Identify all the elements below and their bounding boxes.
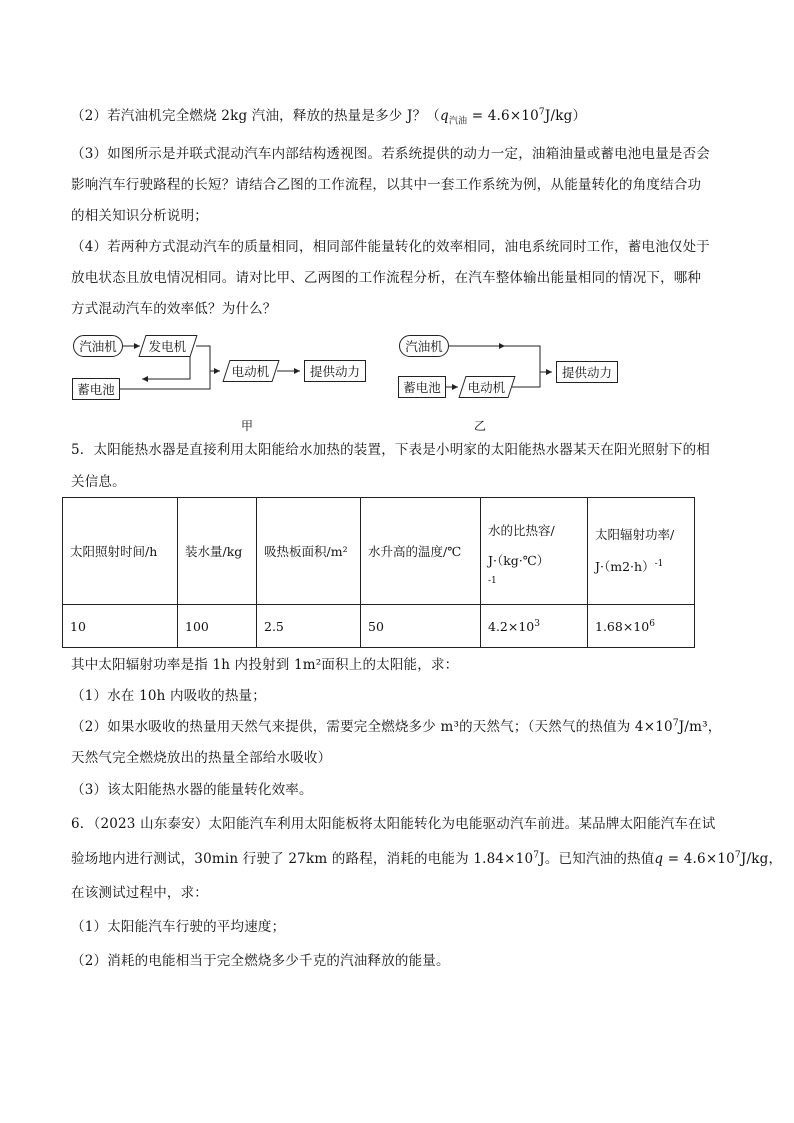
q6-line3: 在该测试过程中，求： (71, 885, 208, 901)
table-cell: 100 (178, 605, 257, 648)
q5-sub2-text: （2）如果水吸收的热量用天然气来提供，需要完全燃烧多少 m³的天然气；（天然气的热值为 4×10 (71, 719, 673, 735)
yi-output-node (556, 361, 618, 383)
yi-caption: 乙 (474, 419, 487, 433)
q6-line2 (71, 849, 782, 869)
table-header-cell (481, 498, 588, 605)
q5-sub2-line1 (71, 717, 721, 737)
yi-battery-label: 蓄电池 (403, 380, 441, 395)
yi-output-label: 提供动力 (561, 365, 612, 380)
header-text-line2: J·（kg·℃） (488, 553, 550, 568)
q4-part3-line3: 的相关知识分析说明； (71, 208, 208, 224)
q5-sub3: （3）该太阳能热水器的能量转化效率。 (71, 782, 313, 798)
q6-q-exp: 7 (734, 850, 741, 861)
q6-q-symbol: q (654, 851, 664, 867)
jia-battery-label: 蓄电池 (77, 382, 115, 397)
table-header-cell (361, 498, 481, 605)
q5-intro-line2: 关信息。 (71, 474, 126, 490)
yi-motor-label: 电动机 (467, 380, 506, 395)
q6-line1: 6．（2023 山东泰安）太阳能汽车利用太阳能板将太阳能转化为电能驱动汽车前进。某品牌太阳能汽车在试 (71, 816, 716, 832)
q-symbol: q (440, 108, 449, 124)
header-text-line3: -1 (488, 576, 497, 586)
table-cell: 50 (361, 605, 481, 648)
table-row (63, 605, 695, 648)
table-cell: 10 (63, 605, 178, 648)
jia-output-label: 提供动力 (309, 364, 360, 379)
q5-note: 其中太阳辐射功率是指 1h 内投射到 1m²面积上的太阳能，求： (71, 657, 459, 673)
header-text: 太阳辐射功率/ (595, 527, 675, 542)
header-text: 水升高的温度/℃ (368, 544, 462, 559)
q4-part4-line1: （4）若两种方式混动汽车的质量相同，相同部件能量转化的效率相同，油电系统同时工作，蓄电池仅处于 (71, 239, 710, 255)
q6-energy-exp: 7 (533, 850, 540, 861)
q-subscript: 汽油 (448, 116, 468, 127)
table-header-cell (257, 498, 361, 605)
table-header-cell (63, 498, 178, 605)
q6-q-value: = 4.6×10 (663, 851, 735, 867)
table-cell: 2.5 (257, 605, 361, 648)
yi-motor-node (458, 376, 515, 398)
q4-part4-line3: 方式混动汽车的效率低？为什么？ (71, 301, 277, 317)
cell-value: 4.2×10 (488, 618, 535, 634)
table-header-row (63, 498, 695, 605)
q5-sub2-exp: 7 (672, 718, 679, 729)
q4-part4-line2: 放电状态且放电情况相同。请对比甲、乙两图的工作流程分析，在汽车整体输出能量相同的情况下，哪种 (71, 270, 702, 286)
diagram-yi (0, 0, 794, 440)
q5-sub2-unit: J/m³， (678, 719, 722, 735)
table-header-cell (588, 498, 695, 605)
q-unit: J/kg (544, 108, 573, 124)
q5-sub2-line2: 天然气完全燃烧放出的热量全部给水吸收） (71, 750, 332, 766)
q-close: ） (572, 108, 587, 124)
q4-part2-text: （2）若汽油机完全燃烧 2kg 汽油，释放的热量是多少 J？（ (71, 108, 440, 124)
q-value: = 4.6×10 (467, 108, 539, 124)
header-sup: -1 (654, 558, 664, 569)
q6-q-unit: J/kg， (740, 851, 783, 867)
yi-engine-label: 汽油机 (405, 339, 443, 354)
q6-line2-text-b: J。已知汽油的热值 (539, 851, 655, 867)
cell-exp: 6 (649, 618, 655, 629)
header-text: 太阳照射时间/h (70, 544, 158, 559)
q-exponent: 7 (538, 107, 545, 118)
header-text: 装水量/kg (185, 544, 243, 559)
jia-generator-label: 发电机 (148, 339, 187, 354)
table-cell (588, 605, 695, 648)
jia-engine-label: 汽油机 (79, 339, 117, 354)
table-cell (481, 605, 588, 648)
solar-info-table (62, 497, 695, 648)
q5-sub1: （1）水在 10h 内吸收的热量； (71, 688, 266, 704)
q6-sub1: （1）太阳能汽车行驶的平均速度； (71, 919, 286, 935)
header-text: 水的比热容/ (488, 523, 555, 538)
cell-value: 1.68×10 (595, 618, 650, 634)
yi-battery-node (398, 376, 446, 398)
header-text: 吸热板面积/m² (264, 544, 348, 559)
diagram-yi-arrows (0, 0, 794, 440)
yi-engine-node (399, 335, 449, 357)
q4-part3-line1: （3）如图所示是并联式混动汽车内部结构透视图。若系统提供的动力一定，油箱油量或蓄电池电量是否会 (71, 146, 710, 162)
q6-line2-text: 验场地内进行测试，30min 行驶了 27km 的路程，消耗的电能为 1.84×10 (71, 851, 534, 867)
q6-sub2: （2）消耗的电能相当于完全燃烧多少千克的汽油释放的能量。 (71, 953, 450, 969)
jia-caption: 甲 (241, 419, 254, 433)
header-text-line2: J·（m2·h） (595, 559, 655, 574)
q5-intro-line1: 5．太阳能热水器是直接利用太阳能给水加热的装置，下表是小明家的太阳能热水器某天在阳光照射下的相 (71, 442, 710, 458)
jia-motor-label: 电动机 (231, 364, 270, 379)
table-header-cell (178, 498, 257, 605)
cell-exp: 3 (534, 618, 540, 629)
q4-part3-line2: 影响汽车行驶路程的长短？请结合乙图的工作流程，以其中一套工作系统为例，从能量转化的角度结合功 (71, 177, 702, 193)
